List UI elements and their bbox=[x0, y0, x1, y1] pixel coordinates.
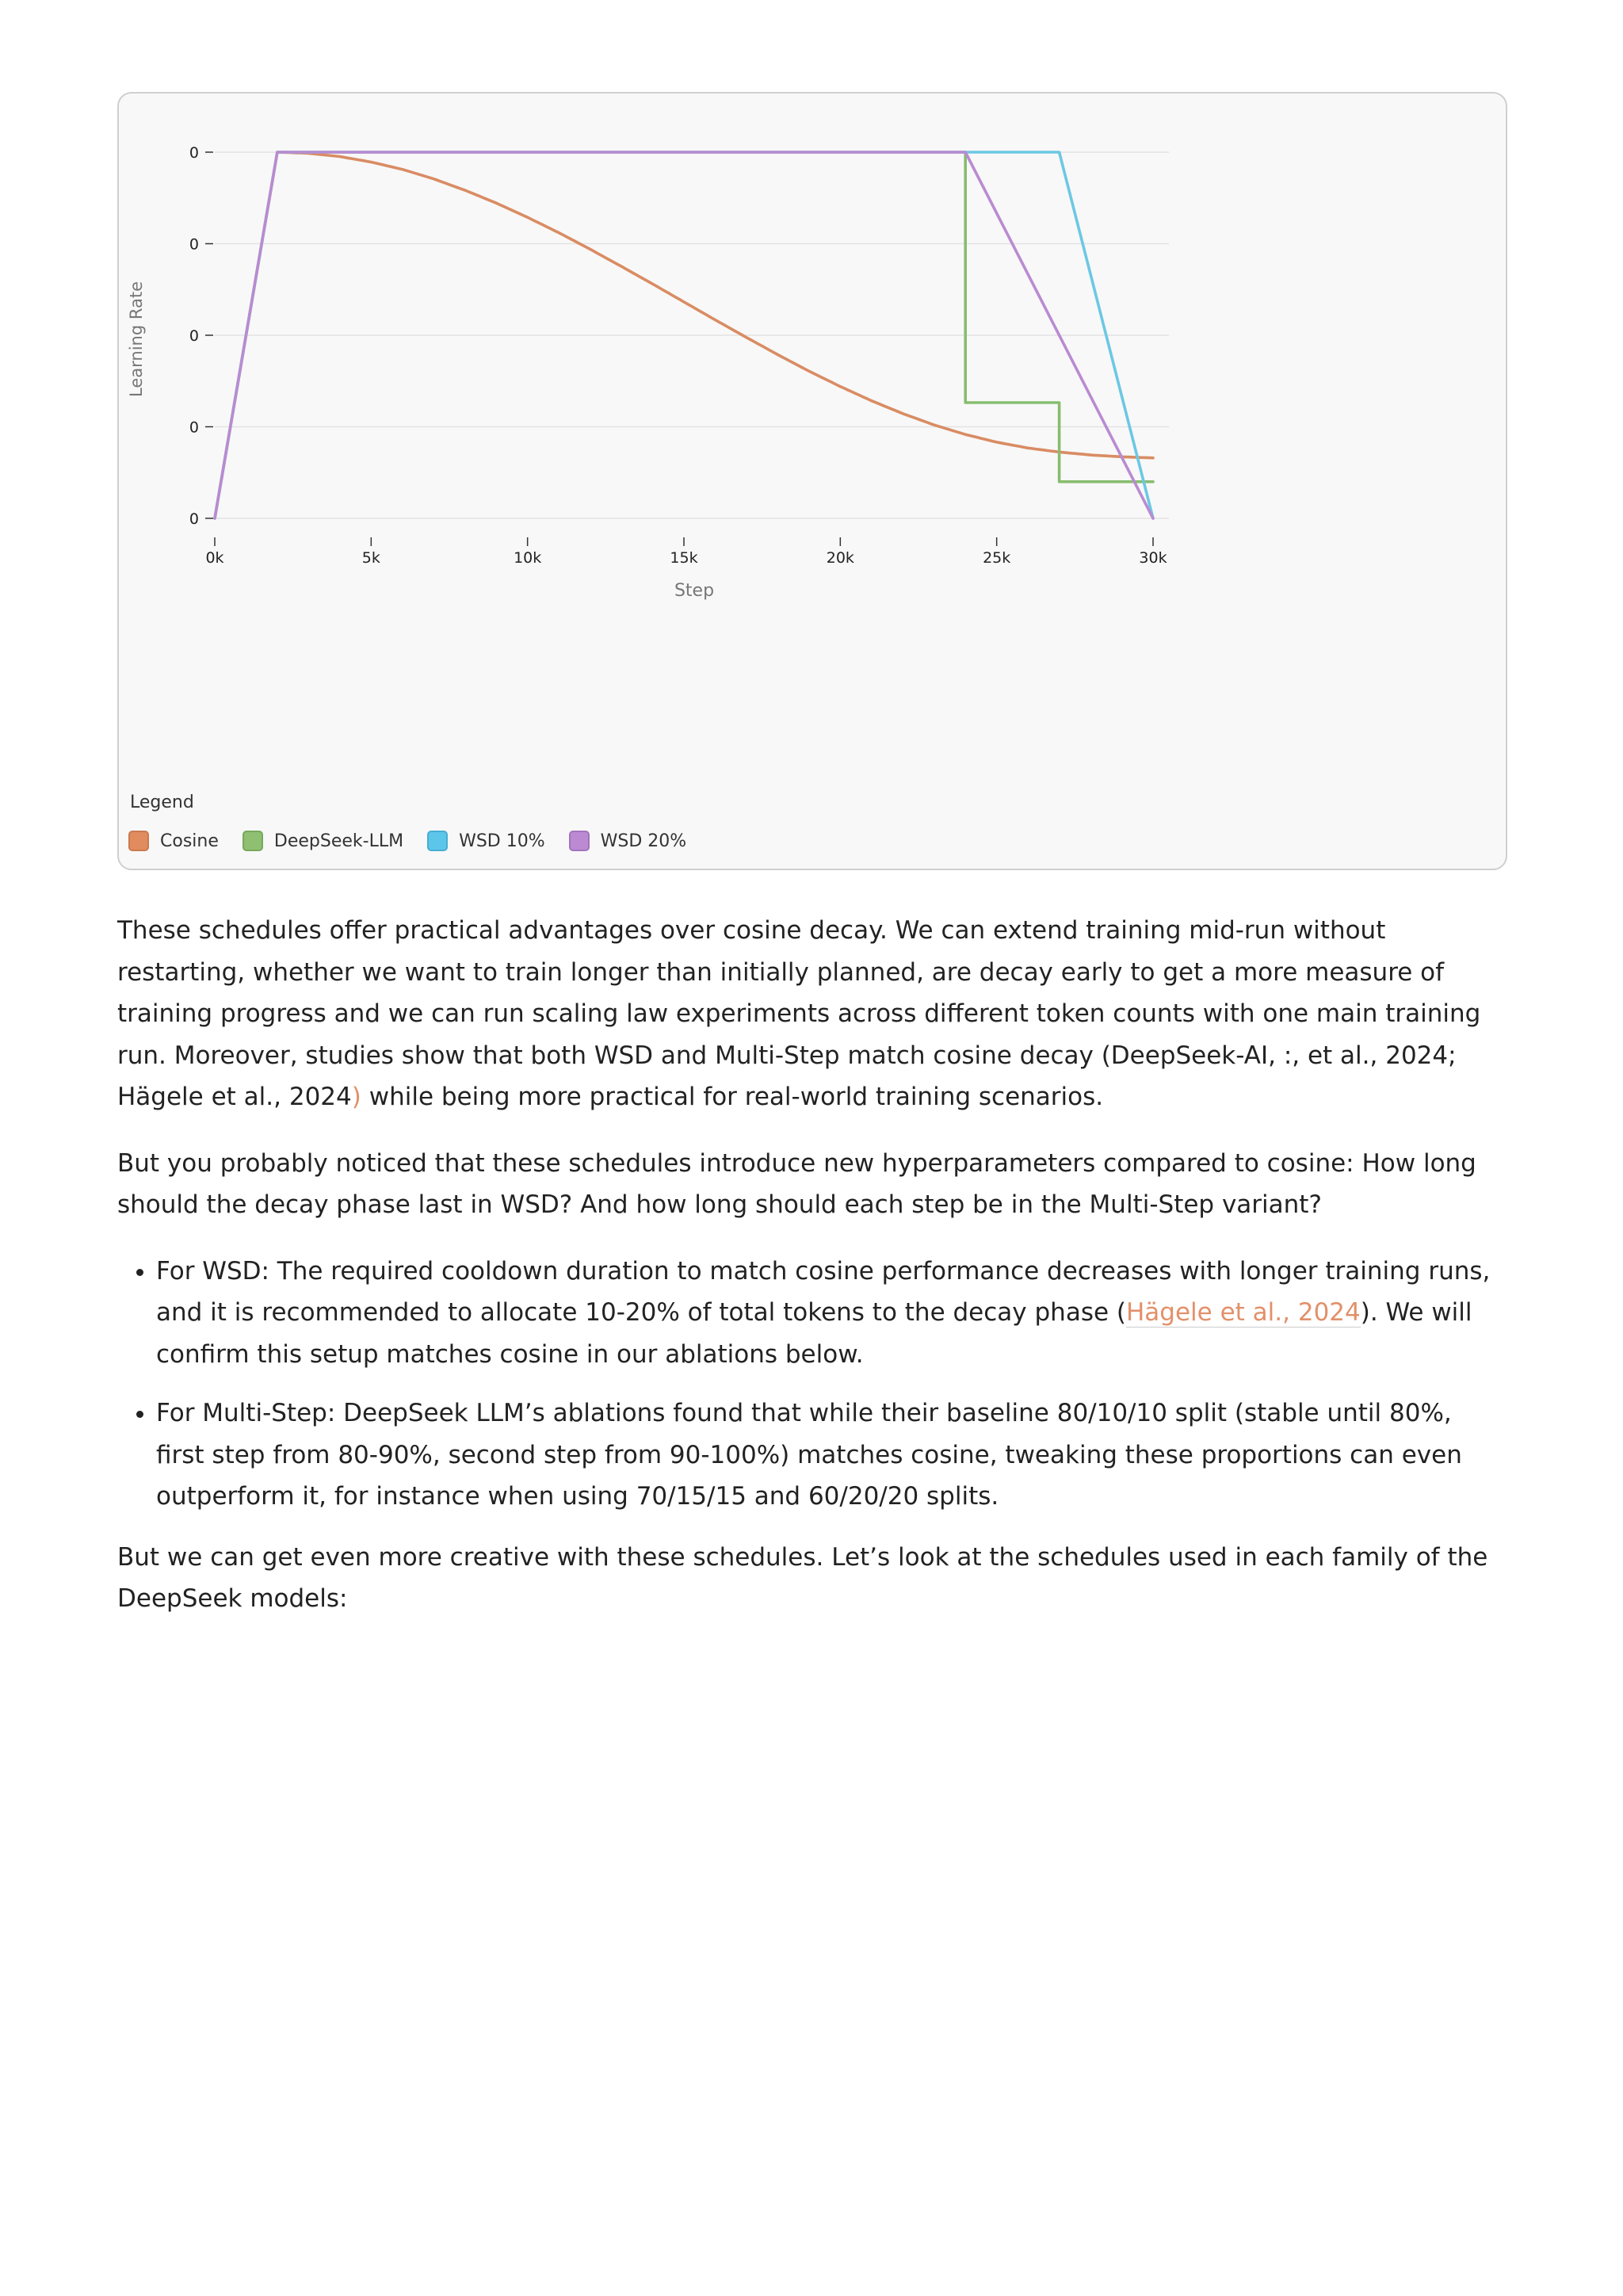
list-item-wsd bbox=[156, 1251, 1507, 1376]
y-tick-label: 0 bbox=[189, 510, 199, 528]
x-tick-label: 25k bbox=[983, 549, 1011, 567]
legend-item-wsd-20[interactable] bbox=[569, 831, 687, 851]
grid-lines bbox=[215, 152, 1169, 518]
paragraph-deepseek-families: But we can get even more creative with these schedules. Let’s look at the schedules used in each family of the DeepSeek models: bbox=[117, 1542, 1488, 1613]
list-item-multi-step: • For Multi-Step: DeepSeek LLM’s ablations found that while their baseline 80/10/10 split (stable until 80%, first step from 80-90%, second step from 90-100%) matches cosine, tweaking these proportions can even outperform it, for instance when using 70/15/15 and 60/20/20 splits. bbox=[156, 1392, 1507, 1518]
citation-link-hagele[interactable]: Hägele et al., 2024 bbox=[1126, 1298, 1361, 1327]
learning-rate-chart bbox=[119, 94, 1506, 775]
axes bbox=[189, 144, 1167, 567]
legend bbox=[128, 831, 710, 851]
legend-title: Legend bbox=[130, 793, 194, 812]
legend-item-cosine[interactable] bbox=[128, 831, 219, 851]
legend-label-cosine: Cosine bbox=[160, 831, 219, 851]
legend-label-deepseek-llm: DeepSeek-LLM bbox=[273, 831, 404, 851]
x-tick-label: 5k bbox=[361, 549, 380, 567]
paragraph-text: These schedules offer practical advantages over cosine decay. We can extend training mid-run without restarting, whether we want to train longer than initially planned, are decay early to get a more measure of training progress and we can run scaling law experiments across different token counts with one main training run. Moreover, studies show that both WSD and Multi-Step match cosine decay (DeepSeek-AI, :, et al., 2024; Hägele et al., 2024 bbox=[117, 916, 1481, 1111]
legend-swatch-wsd-10 bbox=[427, 831, 448, 851]
y-tick-label: 0 bbox=[189, 418, 199, 437]
x-axis-label: Step bbox=[674, 581, 715, 601]
article-body bbox=[117, 910, 1507, 1645]
paragraph-hyperparameters: But you probably noticed that these schedules introduce new hyperparameters compared to cosine: How long should the decay phase last in WSD? And how long should each step be in the Multi-Step variant? bbox=[117, 1148, 1476, 1219]
citation-paren[interactable]: ) bbox=[351, 1083, 361, 1111]
legend-item-wsd-10[interactable] bbox=[427, 831, 545, 851]
y-tick-label: 0 bbox=[189, 235, 199, 254]
chart-card bbox=[117, 92, 1507, 870]
x-tick-label: 20k bbox=[826, 549, 854, 567]
legend-swatch-wsd-20 bbox=[569, 831, 590, 851]
x-tick-label: 15k bbox=[670, 549, 698, 567]
paragraph-schedules-advantages bbox=[117, 910, 1507, 1118]
legend-label-wsd-20: WSD 20% bbox=[600, 831, 687, 851]
legend-item-deepseek-llm[interactable] bbox=[242, 831, 403, 851]
x-tick-label: 0k bbox=[205, 549, 224, 567]
legend-swatch-deepseek-llm bbox=[242, 831, 263, 851]
bullet-list bbox=[117, 1251, 1507, 1518]
paragraph-text-end: while being more practical for real-world training scenarios. bbox=[361, 1083, 1104, 1111]
y-tick-label: 0 bbox=[189, 144, 199, 162]
legend-label-wsd-10: WSD 10% bbox=[459, 831, 545, 851]
x-tick-label: 10k bbox=[514, 549, 542, 567]
y-axis-label: Learning Rate bbox=[127, 281, 146, 397]
x-tick-label: 30k bbox=[1139, 549, 1167, 567]
list-item-text: For WSD: The required cooldown duration to match cosine performance decreases with longer training runs, and it is recommended to allocate 10-20% of total tokens to the decay phase ( bbox=[156, 1256, 1491, 1327]
list-item-text-end: ). We will confirm this setup matches cosine in our ablations below. bbox=[156, 1298, 1472, 1369]
y-tick-label: 0 bbox=[189, 327, 199, 345]
legend-swatch-cosine bbox=[128, 831, 149, 851]
